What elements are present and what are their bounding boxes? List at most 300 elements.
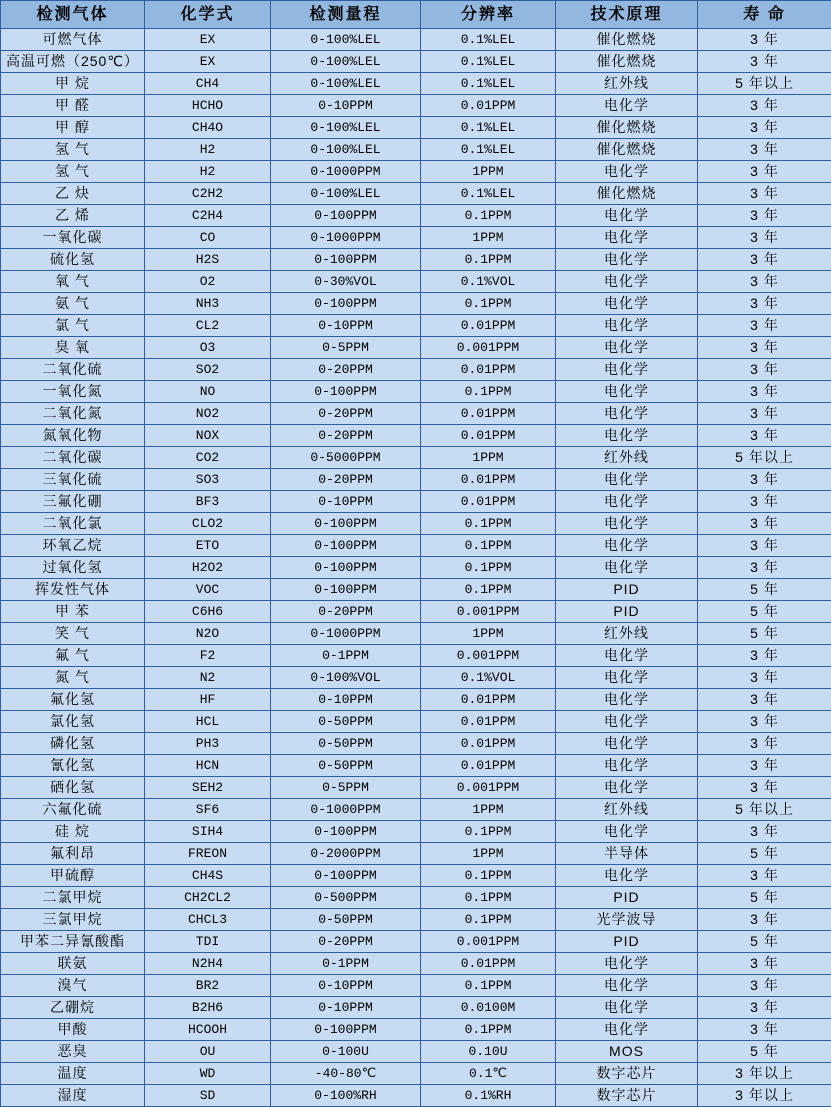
gas-name: 甲 烷: [1, 73, 145, 95]
table-row: [1, 953, 831, 975]
gas-name: 可燃气体: [1, 29, 145, 51]
gas-principle: 催化燃烧: [556, 117, 698, 139]
gas-range: 0-10PPM: [271, 689, 421, 711]
gas-name: 二氧化硫: [1, 359, 145, 381]
gas-life: 3 年: [698, 29, 831, 51]
gas-life: 5 年以上: [698, 73, 831, 95]
gas-formula: CLO2: [145, 513, 271, 535]
table-row: [1, 799, 831, 821]
table-row: [1, 579, 831, 601]
gas-range: 0-20PPM: [271, 403, 421, 425]
gas-name: 二氯甲烷: [1, 887, 145, 909]
gas-range: 0-5PPM: [271, 337, 421, 359]
gas-formula: N2O: [145, 623, 271, 645]
gas-principle: 电化学: [556, 381, 698, 403]
gas-life: 3 年: [698, 227, 831, 249]
gas-range: 0-20PPM: [271, 601, 421, 623]
gas-resolution: 0.1PPM: [421, 887, 556, 909]
gas-range: 0-5PPM: [271, 777, 421, 799]
gas-principle: 电化学: [556, 293, 698, 315]
gas-range: 0-500PPM: [271, 887, 421, 909]
gas-life: 3 年: [698, 249, 831, 271]
gas-formula: H2: [145, 161, 271, 183]
gas-resolution: 0.1%LEL: [421, 183, 556, 205]
gas-formula: CH4S: [145, 865, 271, 887]
gas-name: 甲 醛: [1, 95, 145, 117]
gas-resolution: 0.01PPM: [421, 953, 556, 975]
gas-principle: 电化学: [556, 997, 698, 1019]
table-row: [1, 469, 831, 491]
gas-range: 0-50PPM: [271, 733, 421, 755]
gas-principle: 电化学: [556, 403, 698, 425]
gas-life: 3 年: [698, 975, 831, 997]
gas-principle: 电化学: [556, 755, 698, 777]
gas-life: 3 年: [698, 183, 831, 205]
gas-range: 0-50PPM: [271, 755, 421, 777]
gas-principle: 电化学: [556, 821, 698, 843]
gas-life: 3 年: [698, 403, 831, 425]
column-header-life: 寿 命: [698, 1, 831, 29]
gas-resolution: 0.10U: [421, 1041, 556, 1063]
gas-principle: 红外线: [556, 623, 698, 645]
gas-name: 湿度: [1, 1085, 145, 1107]
gas-name: 甲酸: [1, 1019, 145, 1041]
table-row: [1, 667, 831, 689]
gas-principle: 半导体: [556, 843, 698, 865]
gas-resolution: 0.1%LEL: [421, 117, 556, 139]
gas-name: 乙 炔: [1, 183, 145, 205]
gas-principle: 电化学: [556, 95, 698, 117]
gas-name: 硒化氢: [1, 777, 145, 799]
gas-resolution: 0.01PPM: [421, 425, 556, 447]
gas-principle: 红外线: [556, 73, 698, 95]
gas-range: 0-100PPM: [271, 821, 421, 843]
gas-resolution: 1PPM: [421, 623, 556, 645]
gas-range: 0-20PPM: [271, 425, 421, 447]
gas-formula: CH2CL2: [145, 887, 271, 909]
gas-resolution: 0.1℃: [421, 1063, 556, 1085]
gas-life: 3 年: [698, 491, 831, 513]
gas-range: 0-1000PPM: [271, 161, 421, 183]
gas-formula: H2S: [145, 249, 271, 271]
gas-principle: 电化学: [556, 975, 698, 997]
gas-name: 硅 烷: [1, 821, 145, 843]
gas-resolution: 0.01PPM: [421, 755, 556, 777]
gas-principle: 催化燃烧: [556, 183, 698, 205]
gas-formula: CH4: [145, 73, 271, 95]
gas-range: 0-10PPM: [271, 997, 421, 1019]
gas-principle: PID: [556, 887, 698, 909]
gas-life: 3 年: [698, 953, 831, 975]
table-row: [1, 249, 831, 271]
table-row: [1, 139, 831, 161]
gas-life: 3 年: [698, 513, 831, 535]
gas-resolution: 0.1PPM: [421, 249, 556, 271]
table-row: [1, 557, 831, 579]
gas-range: 0-1000PPM: [271, 227, 421, 249]
gas-principle: 电化学: [556, 271, 698, 293]
gas-name: 氟化氢: [1, 689, 145, 711]
gas-name: 二氧化氮: [1, 403, 145, 425]
gas-resolution: 0.1PPM: [421, 909, 556, 931]
column-header-principle: 技术原理: [556, 1, 698, 29]
gas-name: 磷化氢: [1, 733, 145, 755]
gas-name: 氟利昂: [1, 843, 145, 865]
gas-range: 0-2000PPM: [271, 843, 421, 865]
gas-life: 3 年: [698, 315, 831, 337]
gas-name: 甲苯二异氰酸酯: [1, 931, 145, 953]
table-row: [1, 337, 831, 359]
gas-name: 过氧化氢: [1, 557, 145, 579]
gas-principle: PID: [556, 601, 698, 623]
gas-range: 0-100PPM: [271, 865, 421, 887]
gas-formula: H2: [145, 139, 271, 161]
gas-principle: 电化学: [556, 491, 698, 513]
gas-range: 0-100%LEL: [271, 73, 421, 95]
table-row: [1, 887, 831, 909]
gas-name: 氰化氢: [1, 755, 145, 777]
table-row: [1, 73, 831, 95]
column-header-gas: 检测气体: [1, 1, 145, 29]
gas-range: 0-100%VOL: [271, 667, 421, 689]
gas-range: 0-30%VOL: [271, 271, 421, 293]
gas-name: 氮氧化物: [1, 425, 145, 447]
gas-range: 0-100%LEL: [271, 139, 421, 161]
gas-name: 硫化氢: [1, 249, 145, 271]
table-row: [1, 821, 831, 843]
gas-formula: OU: [145, 1041, 271, 1063]
gas-life: 3 年以上: [698, 1063, 831, 1085]
column-header-range: 检测量程: [271, 1, 421, 29]
gas-formula: EX: [145, 29, 271, 51]
gas-formula: CO2: [145, 447, 271, 469]
gas-principle: 电化学: [556, 337, 698, 359]
gas-resolution: 0.1PPM: [421, 1019, 556, 1041]
gas-range: 0-100PPM: [271, 1019, 421, 1041]
gas-range: 0-10PPM: [271, 315, 421, 337]
gas-life: 3 年: [698, 161, 831, 183]
gas-formula: BR2: [145, 975, 271, 997]
table-row: [1, 843, 831, 865]
gas-formula: N2: [145, 667, 271, 689]
gas-formula: N2H4: [145, 953, 271, 975]
gas-principle: PID: [556, 579, 698, 601]
gas-principle: 电化学: [556, 513, 698, 535]
table-row: [1, 1063, 831, 1085]
column-header-formula: 化学式: [145, 1, 271, 29]
gas-formula: SEH2: [145, 777, 271, 799]
gas-formula: NOX: [145, 425, 271, 447]
table-row: [1, 777, 831, 799]
gas-formula: B2H6: [145, 997, 271, 1019]
table-row: [1, 975, 831, 997]
gas-resolution: 0.01PPM: [421, 315, 556, 337]
gas-principle: 电化学: [556, 953, 698, 975]
table-row: [1, 909, 831, 931]
gas-formula: F2: [145, 645, 271, 667]
gas-life: 5 年: [698, 931, 831, 953]
gas-life: 5 年: [698, 579, 831, 601]
gas-formula: TDI: [145, 931, 271, 953]
gas-name: 三氟化硼: [1, 491, 145, 513]
gas-range: 0-50PPM: [271, 909, 421, 931]
gas-range: 0-20PPM: [271, 469, 421, 491]
gas-range: 0-100PPM: [271, 293, 421, 315]
gas-name: 溴气: [1, 975, 145, 997]
gas-resolution: 0.001PPM: [421, 645, 556, 667]
gas-principle: 电化学: [556, 689, 698, 711]
gas-name: 挥发性气体: [1, 579, 145, 601]
gas-resolution: 0.1PPM: [421, 293, 556, 315]
gas-name: 氢 气: [1, 139, 145, 161]
table-row: [1, 293, 831, 315]
gas-resolution: 0.1%LEL: [421, 139, 556, 161]
gas-formula: HCOOH: [145, 1019, 271, 1041]
gas-principle: 红外线: [556, 799, 698, 821]
gas-name: 一氧化氮: [1, 381, 145, 403]
gas-name: 氮 气: [1, 667, 145, 689]
gas-name: 一氧化碳: [1, 227, 145, 249]
gas-resolution: 0.01PPM: [421, 359, 556, 381]
gas-principle: 电化学: [556, 557, 698, 579]
gas-name: 环氧乙烷: [1, 535, 145, 557]
gas-range: 0-100PPM: [271, 205, 421, 227]
gas-formula: HCL: [145, 711, 271, 733]
gas-formula: NO: [145, 381, 271, 403]
gas-formula: C6H6: [145, 601, 271, 623]
gas-principle: 电化学: [556, 1019, 698, 1041]
table-row: [1, 95, 831, 117]
gas-principle: 电化学: [556, 711, 698, 733]
gas-formula: WD: [145, 1063, 271, 1085]
gas-name: 三氯甲烷: [1, 909, 145, 931]
table-row: [1, 623, 831, 645]
gas-principle: 电化学: [556, 161, 698, 183]
gas-formula: O3: [145, 337, 271, 359]
gas-formula: SO3: [145, 469, 271, 491]
gas-life: 5 年: [698, 601, 831, 623]
gas-range: 0-100PPM: [271, 381, 421, 403]
gas-formula: CHCL3: [145, 909, 271, 931]
gas-formula: NH3: [145, 293, 271, 315]
column-header-resolution: 分辨率: [421, 1, 556, 29]
table-row: [1, 29, 831, 51]
table-row: [1, 403, 831, 425]
gas-life: 5 年: [698, 1041, 831, 1063]
gas-resolution: 0.1PPM: [421, 557, 556, 579]
gas-life: 5 年: [698, 623, 831, 645]
gas-formula: ETO: [145, 535, 271, 557]
gas-range: 0-1PPM: [271, 953, 421, 975]
gas-life: 3 年: [698, 51, 831, 73]
gas-resolution: 1PPM: [421, 227, 556, 249]
gas-life: 3 年: [698, 645, 831, 667]
gas-range: 0-100PPM: [271, 249, 421, 271]
gas-formula: FREON: [145, 843, 271, 865]
gas-principle: 电化学: [556, 535, 698, 557]
gas-formula: BF3: [145, 491, 271, 513]
gas-life: 3 年: [698, 117, 831, 139]
gas-formula: C2H4: [145, 205, 271, 227]
gas-formula: PH3: [145, 733, 271, 755]
gas-principle: 电化学: [556, 315, 698, 337]
gas-resolution: 0.1PPM: [421, 865, 556, 887]
gas-resolution: 0.001PPM: [421, 601, 556, 623]
gas-resolution: 0.01PPM: [421, 689, 556, 711]
table-row: [1, 535, 831, 557]
gas-principle: 电化学: [556, 865, 698, 887]
gas-life: 3 年: [698, 865, 831, 887]
gas-range: 0-10PPM: [271, 491, 421, 513]
gas-resolution: 0.01PPM: [421, 711, 556, 733]
gas-principle: 电化学: [556, 469, 698, 491]
gas-principle: 数字芯片: [556, 1063, 698, 1085]
gas-formula: SF6: [145, 799, 271, 821]
gas-resolution: 0.01PPM: [421, 733, 556, 755]
gas-life: 5 年以上: [698, 447, 831, 469]
gas-life: 3 年: [698, 689, 831, 711]
gas-life: 3 年: [698, 755, 831, 777]
gas-principle: 电化学: [556, 359, 698, 381]
gas-resolution: 0.1PPM: [421, 975, 556, 997]
gas-resolution: 0.1%LEL: [421, 73, 556, 95]
gas-resolution: 0.01PPM: [421, 95, 556, 117]
table-row: [1, 711, 831, 733]
gas-name: 乙 烯: [1, 205, 145, 227]
gas-name: 乙硼烷: [1, 997, 145, 1019]
gas-resolution: 0.01PPM: [421, 403, 556, 425]
gas-range: 0-1PPM: [271, 645, 421, 667]
gas-resolution: 0.1PPM: [421, 821, 556, 843]
gas-principle: 催化燃烧: [556, 51, 698, 73]
gas-range: 0-10PPM: [271, 975, 421, 997]
gas-name: 甲 醇: [1, 117, 145, 139]
gas-name: 氢 气: [1, 161, 145, 183]
gas-resolution: 1PPM: [421, 843, 556, 865]
gas-principle: 电化学: [556, 733, 698, 755]
gas-formula: VOC: [145, 579, 271, 601]
table-row: [1, 601, 831, 623]
gas-formula: HCN: [145, 755, 271, 777]
gas-life: 5 年: [698, 843, 831, 865]
gas-life: 3 年以上: [698, 1085, 831, 1107]
table-row: [1, 1041, 831, 1063]
gas-formula: CL2: [145, 315, 271, 337]
gas-formula: H2O2: [145, 557, 271, 579]
gas-range: 0-100%RH: [271, 1085, 421, 1107]
table-row: [1, 755, 831, 777]
gas-life: 3 年: [698, 821, 831, 843]
gas-principle: 电化学: [556, 227, 698, 249]
table-row: [1, 51, 831, 73]
table-row: [1, 271, 831, 293]
table-row: [1, 1085, 831, 1107]
gas-name: 氧 气: [1, 271, 145, 293]
gas-name: 恶臭: [1, 1041, 145, 1063]
gas-principle: 电化学: [556, 205, 698, 227]
gas-resolution: 0.01PPM: [421, 469, 556, 491]
gas-range: -40-80℃: [271, 1063, 421, 1085]
table-row: [1, 315, 831, 337]
gas-principle: 催化燃烧: [556, 139, 698, 161]
gas-resolution: 0.1PPM: [421, 579, 556, 601]
gas-formula: SO2: [145, 359, 271, 381]
table-row: [1, 447, 831, 469]
gas-formula: NO2: [145, 403, 271, 425]
gas-range: 0-20PPM: [271, 931, 421, 953]
gas-range: 0-100%LEL: [271, 117, 421, 139]
gas-name: 氯化氢: [1, 711, 145, 733]
gas-resolution: 0.001PPM: [421, 777, 556, 799]
gas-principle: PID: [556, 931, 698, 953]
gas-life: 3 年: [698, 95, 831, 117]
gas-principle: 电化学: [556, 777, 698, 799]
gas-range: 0-100PPM: [271, 513, 421, 535]
gas-principle: 电化学: [556, 645, 698, 667]
gas-life: 3 年: [698, 909, 831, 931]
gas-life: 3 年: [698, 997, 831, 1019]
gas-life: 3 年: [698, 711, 831, 733]
table-row: [1, 491, 831, 513]
gas-name: 氯 气: [1, 315, 145, 337]
gas-life: 3 年: [698, 205, 831, 227]
gas-name: 二氧化碳: [1, 447, 145, 469]
gas-life: 3 年: [698, 271, 831, 293]
gas-life: 5 年: [698, 887, 831, 909]
gas-life: 3 年: [698, 557, 831, 579]
table-row: [1, 381, 831, 403]
gas-name: 氨 气: [1, 293, 145, 315]
table-row: [1, 1019, 831, 1041]
table-row: [1, 645, 831, 667]
gas-name: 甲硫醇: [1, 865, 145, 887]
gas-life: 3 年: [698, 733, 831, 755]
gas-resolution: 1PPM: [421, 447, 556, 469]
gas-principle: 红外线: [556, 447, 698, 469]
gas-resolution: 0.1PPM: [421, 205, 556, 227]
gas-life: 3 年: [698, 425, 831, 447]
table-row: [1, 117, 831, 139]
gas-name: 温度: [1, 1063, 145, 1085]
gas-life: 3 年: [698, 535, 831, 557]
gas-range: 0-100%LEL: [271, 183, 421, 205]
gas-resolution: 0.0100M: [421, 997, 556, 1019]
gas-range: 0-1000PPM: [271, 799, 421, 821]
gas-resolution: 0.1%VOL: [421, 667, 556, 689]
gas-formula: SIH4: [145, 821, 271, 843]
gas-life: 3 年: [698, 469, 831, 491]
gas-formula: CO: [145, 227, 271, 249]
gas-life: 3 年: [698, 777, 831, 799]
gas-resolution: 0.001PPM: [421, 931, 556, 953]
gas-principle: 电化学: [556, 667, 698, 689]
gas-resolution: 0.1%LEL: [421, 51, 556, 73]
gas-range: 0-50PPM: [271, 711, 421, 733]
table-row: [1, 359, 831, 381]
gas-resolution: 0.1PPM: [421, 513, 556, 535]
gas-principle: 电化学: [556, 425, 698, 447]
gas-formula: EX: [145, 51, 271, 73]
gas-name: 臭 氧: [1, 337, 145, 359]
gas-resolution: 0.01PPM: [421, 491, 556, 513]
table-row: [1, 689, 831, 711]
gas-resolution: 0.1PPM: [421, 381, 556, 403]
table-body: [1, 29, 831, 1107]
gas-name: 联氨: [1, 953, 145, 975]
gas-resolution: 0.1PPM: [421, 535, 556, 557]
gas-name: 二氧化氯: [1, 513, 145, 535]
gas-resolution: 1PPM: [421, 799, 556, 821]
